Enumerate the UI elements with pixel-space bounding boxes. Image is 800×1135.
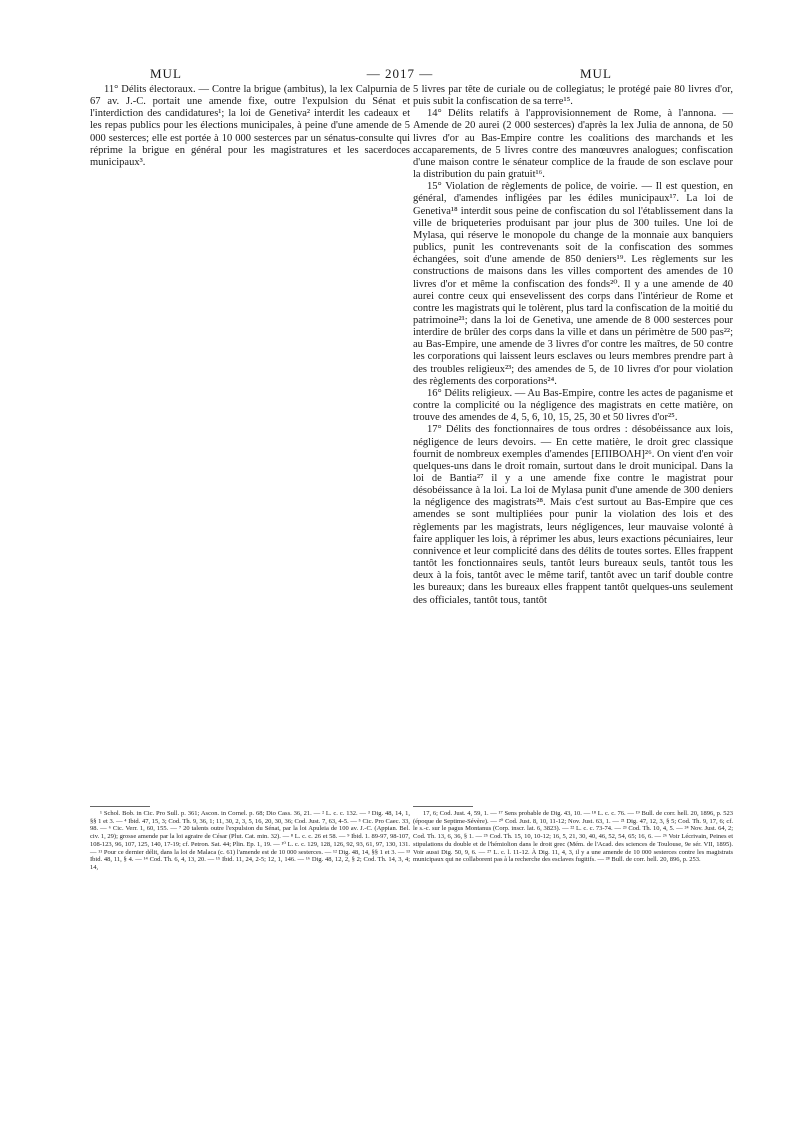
footnotes-left [90, 810, 410, 872]
paragraph-14: 14° Délits relatifs à l'approvisionnement de Rome, à l'annona. — Amende de 20 aurei (2 000 sesterces) d'après la lex Julia de annona, de 50 livres d'or au Bas-Empire contre les coalitions des marchands et les accaparements, de 5 livres contre des manœuvres analogues; confiscation d'une maison contre le sénateur complice de la fraude de son esclave pour la distribution du pain gratuit¹⁶. [413, 108, 733, 181]
right-column [413, 84, 733, 607]
footnote-rule-right [413, 806, 473, 807]
footnotes-right [413, 810, 733, 864]
running-header [0, 66, 800, 82]
page-number: — 2017 — [366, 66, 434, 81]
header-left-word: MUL [150, 66, 182, 81]
paragraph-16: 16° Délits religieux. — Au Bas-Empire, contre les actes de paganisme et contre la complicité ou la négligence des magistrats en cette matière, on trouve des amendes de 4, 5, 6, 10, 15, 25, 30 et 50 livres d'or²⁵. [413, 387, 733, 424]
header-right-word: MUL [580, 66, 612, 81]
paragraph-13-continued: 5 livres par tête de curiale ou de collegiatus; le protégé paie 80 livres d'or, puis subit la confiscation de sa terre¹⁵. [413, 84, 733, 108]
paragraph-15: 15° Violation de règlements de police, de voirie. — Il est question, en général, d'amendes infligées par les édiles municipaux¹⁷. La loi de Genetiva¹⁸ interdit sous peine de confiscation du sol l'établissement dans la ville de briqueteries produisant par jour plus de 300 tuiles. Une loi de Mylasa, qui réserve le monopole du change de la monnaie aux banquiers publics, punit les contrevenants soit de la confiscation des sommes échangées, soit d'une amende de 850 deniers¹⁹. Les règlements sur les constructions de maisons dans les villes comportent des amendes de 10 livres d'or et même la confiscation des fonds²⁰. Il y a une amende de 40 aurei contre ceux qui ensevelissent des corps dans l'intérieur de Rome et contre les magistrats qui le tolèrent, plus tard la confiscation de la moitié du patrimoine²¹; dans la loi de Genetiva, une amende de 8 000 sesterces pour interdire de brûler des corps dans la ville et dans un périmètre de 500 pas²²; au Bas-Empire, une amende de 3 livres d'or contre les maîtres, de 50 contre les corporations qui laissent leurs esclaves ou leurs membres prendre part à des troubles religieux²³; des amendes de 5, de 10 livres d'or pour violation des règlements des corporations²⁴. [413, 181, 733, 387]
footnote-rule-left [90, 806, 150, 807]
paragraph-11: 11° Délits électoraux. — Contre la brigue (ambitus), la lex Calpurnia de 67 av. J.-C. portait une amende fixe, outre l'expulsion du Sénat et l'interdiction des candidatures¹; la loi de Genetiva² interdit les cadeaux et les repas publics pour les élections municipales, à peine d'une amende de 5 000 sesterces; elle est portée à 10 000 sesterces par un sénatus-consulte qui réprime la brigue en général pour les magistratures et les sacerdoces municipaux³. [90, 84, 410, 168]
footnote-block: ¹ Schol. Bob. in Cic. Pro Sull. p. 361; Ascon. in Cornel. p. 68; Dio Cass. 36, 21. — ² L. c. c. 132. — ³ Dig. 48, 14, 1, §§ 1 et 3. — ⁴ Ibid. 47, 15, 3; Cod. Th. 9, 36, 1; 11, 30, 2, 3, 5, 16, 20, 30, 36; Cod. Just. 7, 63, 4-5. — ⁵ Cic. Pro Caec. 33, 98. — ⁶ Cic. Verr. 1, 60, 155. — ⁷ 20 talents outre l'expulsion du Sénat, par la loi Apuleia de 100 av. J.-C. (Appian. Bel. civ. 1, 29); grosse amende par la loi agraire de César (Plut. Cat. min. 32). — ⁸ L. c. c. 26 et 58. — ⁹ Ibid. 1. 89-97, 98-107, 108-123, 96, 107, 125, 140, 17-19; cf. Petron. Sat. 44; Plin. Ep. 1, 19. — ¹⁰ L. c. c. 129, 128, 126, 92, 93, 61, 97, 130, 131. — ¹¹ Pour ce dernier délit, dans la loi de Malaca (c. 61) l'amende est de 10 000 sesterces. — ¹² Dig. 48, 14, §§ 1 et 3. — ¹³ Ibid. 48, 11, § 4. — ¹⁴ Cod. Th. 6, 4, 13, 20. — ¹⁵ Ibid. 11, 24, 2-5; 12, 1, 146. — ¹⁶ Dig. 48, 12, 2, § 2; Cod. Th. 14, 3, 4; 14, [90, 810, 410, 871]
left-column [90, 84, 410, 169]
paragraph-17: 17° Délits des fonctionnaires de tous ordres : désobéissance aux lois, négligence de leurs devoirs. — En cette matière, le droit grec classique fournit de nombreux exemples d'amendes [ΕΠΙΒΟΛΗ]²⁶. On vient d'en voir quelques-uns dans le droit romain, surtout dans le droit municipal. Dans la loi de Bantia²⁷ il y a une amende fixe contre le magistrat pour désobéissance à la loi. La loi de Mylasa punit d'une amende de 300 deniers la négligence des magistrats²⁸. Mais c'est surtout au Bas-Empire que ces amendes se sont multipliées pour punir la violation des lois et des règlements par les magistrats, leurs négligences, leur mauvaise volonté à faire appliquer les lois, à réprimer les abus, leurs exactions pécuniaires, leur connivence et leur complicité dans des délits de toutes sortes. Elles frappent tantôt les fonctionnaires seuls, tantôt leurs bureaux seuls, tantôt tous les deux à la fois, tantôt avec le même tarif, tantôt avec un tarif double contre les bureaux; dans les bureaux elles frappent tantôt quelques-uns seulement des officiales, tantôt tous, tantôt [413, 424, 733, 606]
footnote-block: 17, 6; Cod. Just. 4, 59, 1. — ¹⁷ Sens probable de Dig. 43, 10. — ¹⁸ L. c. c. 76. — ¹⁹ Bull. de corr. hell. 20, 1896, p. 523 (époque de Septime-Sévère). — ²⁰ Cod. Just. 8, 10, 11-12; Nov. Just. 63, 1. — ²¹ Dig. 47, 12, 3, § 5; Cod. Th. 9, 17, 6; cf. le s.-c. sur le pagus Montanus (Corp. inscr. lat. 6, 3823). — ²² L. c. c. 73-74. — ²³ Cod. Th. 10, 4, 5. — ²⁴ Nov. Just. 64, 2; Cod. Th. 13, 6, 36, § 1. — ²⁵ Cod. Th. 15, 10, 10-12; 16, 5, 21, 30, 40, 46, 52, 54, 65; 16, 6. — ²⁶ Voir Lécrivain, Peines et stipulations du double et de l'hémiolion dans le droit grec (Mém. de l'Acad. des sciences de Toulouse, 9e sér. VII, 1895). Voir aussi Dig. 50, 9, 6. — ²⁷ L. c. l. 11-12. À Dig. 11, 4, 3, il y a une amende de 10 000 sesterces contre les magistrats municipaux qui ne collaborent pas à la recherche des esclaves fugitifs. — ²⁸ Bull. de corr. hell. 20, 896, p. 253. [413, 810, 733, 864]
